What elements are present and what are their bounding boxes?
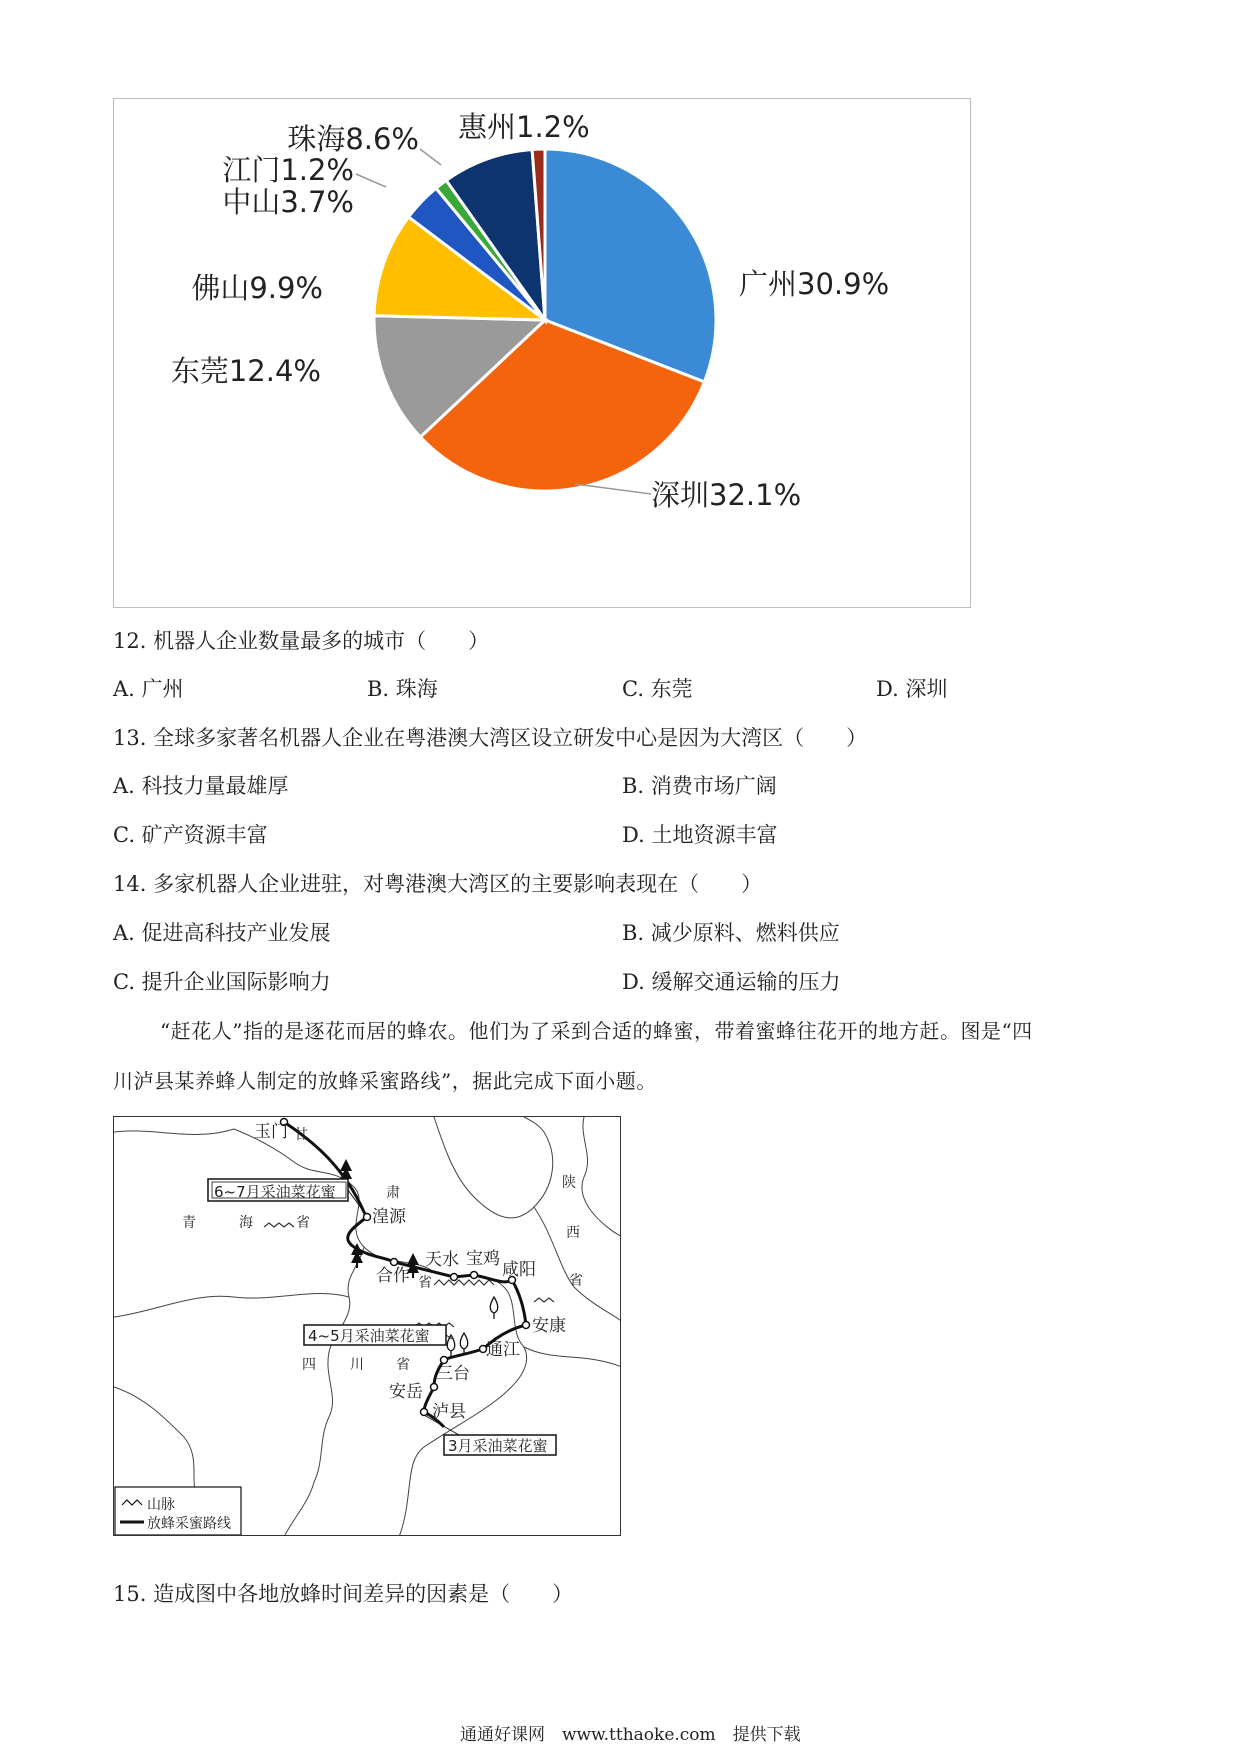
province-gansu-char: 肃	[386, 1185, 400, 1201]
map-boundary-b	[284, 1247, 364, 1536]
map-boundary-d	[434, 1117, 553, 1218]
question-12-option-c[interactable]: C. 东莞	[622, 677, 693, 701]
question-13-option-d[interactable]: D. 土地资源丰富	[622, 823, 778, 847]
pie-label-7: 惠州1.2%	[458, 110, 590, 144]
question-15-stem: 15. 造成图中各地放蜂时间差异的因素是（ ）	[113, 1582, 574, 1606]
pie-label-0: 广州30.9%	[739, 267, 890, 301]
map-boundary-h	[582, 1117, 621, 1237]
pie-leader-line-6	[420, 149, 441, 165]
bee-route-map	[113, 1116, 621, 1536]
question-14-stem: 14. 多家机器人企业进驻，对粤港澳大湾区的主要影响表现在（ ）	[113, 872, 763, 896]
city-tianshui: 天水	[425, 1250, 459, 1270]
question-13-option-a[interactable]: A. 科技力量最雄厚	[113, 774, 289, 798]
city-xianyang: 咸阳	[502, 1260, 536, 1280]
province-gansu-sheng: 省	[418, 1275, 432, 1291]
page-footer: 通通好课网 www.tthaoke.com 提供下载	[460, 1725, 801, 1745]
map-svg	[114, 1117, 621, 1536]
question-12-option-d[interactable]: D. 深圳	[876, 677, 948, 701]
pie-label-4: 中山3.7%	[222, 185, 354, 219]
question-14-option-d[interactable]: D. 缓解交通运输的压力	[622, 970, 841, 994]
province-shaanxi-2: 西	[566, 1225, 580, 1241]
city-santai: 三台	[436, 1364, 470, 1384]
pie-label-5: 江门1.2%	[222, 153, 354, 187]
pie-label-1: 深圳32.1%	[651, 478, 802, 512]
pie-leader-line-5	[356, 174, 386, 187]
map-legend	[115, 1487, 241, 1535]
pie-label-6: 珠海8.6%	[287, 122, 419, 156]
province-qinghai-2: 海	[239, 1215, 253, 1231]
question-12-stem: 12. 机器人企业数量最多的城市（ ）	[113, 629, 490, 653]
question-14-option-c[interactable]: C. 提升企业国际影响力	[113, 970, 331, 994]
question-14-option-b[interactable]: B. 减少原料、燃料供应	[622, 921, 840, 945]
city-luxian: 泸县	[432, 1402, 466, 1422]
pie-chart	[114, 99, 972, 609]
city-anyue: 安岳	[389, 1382, 423, 1402]
province-gan: 甘	[294, 1127, 308, 1143]
question-13-option-b[interactable]: B. 消费市场广阔	[622, 774, 777, 798]
question-12-option-a[interactable]: A. 广州	[113, 677, 184, 701]
callout-4-5-month: 4~5月采油菜花蜜	[308, 1327, 430, 1345]
city-ankang: 安康	[532, 1316, 566, 1336]
question-12-option-b[interactable]: B. 珠海	[367, 677, 438, 701]
city-huangyuan: 湟源	[372, 1207, 406, 1227]
city-yumen: 玉门	[254, 1122, 288, 1142]
pie-label-3: 佛山9.9%	[191, 271, 323, 305]
province-shaanxi-3: 省	[569, 1273, 583, 1289]
province-shaanxi-1: 陕	[562, 1175, 576, 1191]
callout-3-month: 3月采油菜花蜜	[448, 1437, 548, 1455]
province-sichuan-1: 四	[302, 1357, 316, 1373]
province-sichuan-3: 省	[396, 1357, 410, 1373]
callout-6-7-month: 6~7月采油菜花蜜	[214, 1183, 336, 1201]
pie-leader-line-1	[575, 484, 651, 494]
city-baoji: 宝鸡	[466, 1249, 500, 1269]
province-sichuan-2: 川	[350, 1357, 364, 1373]
province-qinghai-3: 省	[296, 1215, 310, 1231]
question-13-stem: 13. 全球多家著名机器人企业在粤港澳大湾区设立研发中心是因为大湾区（ ）	[113, 726, 868, 750]
legend-route-label: 放蜂采蜜路线	[147, 1516, 231, 1532]
city-tongjiang: 通江	[486, 1340, 520, 1360]
pie-chart-frame	[113, 98, 971, 608]
passage-line-1: “赶花人”指的是逐花而居的蜂农。他们为了采到合适的蜂蜜，带着蜜蜂往花开的地方赶。图是“四	[160, 1019, 1033, 1043]
question-13-option-c[interactable]: C. 矿产资源丰富	[113, 823, 268, 847]
passage-line-2: 川泸县某养蜂人制定的放蜂采蜜路线”，据此完成下面小题。	[113, 1069, 657, 1093]
legend-mountain-label: 山脉	[147, 1497, 175, 1513]
pie-label-2: 东莞12.4%	[170, 354, 321, 388]
map-boundary-c	[114, 1293, 349, 1317]
question-14-option-a[interactable]: A. 促进高科技产业发展	[113, 921, 331, 945]
city-hezuo: 合作	[376, 1266, 410, 1286]
province-qinghai-1: 青	[182, 1215, 196, 1231]
map-boundary-f	[524, 1347, 621, 1367]
